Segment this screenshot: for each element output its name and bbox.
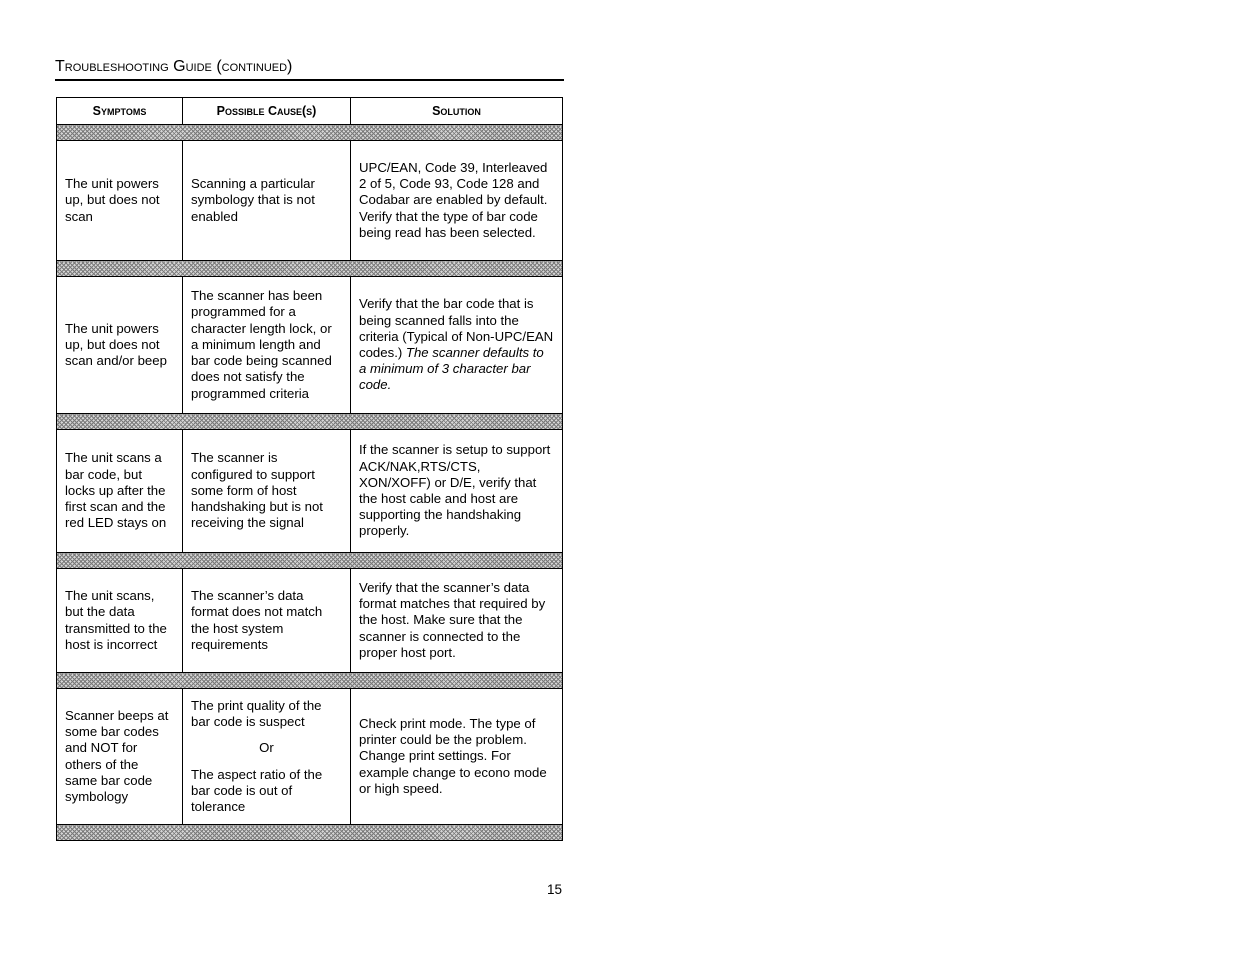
symptom-cell: The unit scans a bar code, but locks up after the first scan and the red LED stays on	[57, 430, 183, 553]
cause-cell: The scanner is configured to support some form of host handshaking but is not receiving the signal	[183, 430, 351, 553]
cause-alt-text: The aspect ratio of the bar code is out of tolerance	[191, 766, 323, 814]
table-header-row	[57, 98, 563, 125]
cause-cell: The scanner has been programmed for a character length lock, or a minimum length and bar code being scanned does not satisfy the programmed criteria	[183, 277, 351, 414]
page-number: 15	[546, 882, 562, 897]
solution-cell: If the scanner is setup to support ACK/NAK,RTS/CTS, XON/XOFF) or D/E, verify that the host cable and host are supporting the handshaking properly.	[351, 430, 563, 553]
separator-row	[57, 414, 563, 430]
solution-cell: Check print mode. The type of printer could be the problem. Change print settings. For example change to econo mode or high speed.	[351, 689, 563, 825]
table-row	[57, 277, 563, 414]
solution-text: Verify that the bar code that is being scanned falls into the criteria (Typical of Non-UPC/EAN codes.)	[359, 296, 554, 360]
table-row	[57, 569, 563, 673]
symptom-cell: The unit scans, but the data transmitted to the host is incorrect	[57, 569, 183, 673]
separator-row	[57, 553, 563, 569]
separator-row	[57, 125, 563, 141]
separator-row	[57, 825, 563, 841]
table-row	[57, 430, 563, 553]
column-header-causes: Possible Cause(s)	[183, 98, 351, 125]
symptom-cell: The unit powers up, but does not scan	[57, 141, 183, 261]
solution-cell	[351, 277, 563, 414]
solution-cell: Verify that the scanner’s data format matches that required by the host. Make sure that the scanner is connected to the proper host port.	[351, 569, 563, 673]
column-header-solution: Solution	[351, 98, 563, 125]
symptom-cell: The unit powers up, but does not scan and/or beep	[57, 277, 183, 414]
cause-or: Or	[259, 740, 274, 756]
troubleshooting-table	[56, 97, 563, 841]
cause-text: The print quality of the bar code is suspect	[191, 697, 322, 730]
table-row	[57, 141, 563, 261]
table-row	[57, 689, 563, 825]
cause-cell: The scanner’s data format does not match the host system requirements	[183, 569, 351, 673]
cause-cell: Scanning a particular symbology that is not enabled	[183, 141, 351, 261]
separator-row	[57, 673, 563, 689]
solution-note: The scanner defaults to a minimum of 3 character bar code.	[359, 345, 544, 393]
solution-cell: UPC/EAN, Code 39, Interleaved 2 of 5, Code 93, Code 128 and Codabar are enabled by default. Verify that the type of bar code being read has been selected.	[351, 141, 563, 261]
page-title: Troubleshooting Guide (continued)	[55, 56, 564, 81]
column-header-symptoms: Symptoms	[57, 98, 183, 125]
symptom-cell: Scanner beeps at some bar codes and NOT for others of the same bar code symbology	[57, 689, 183, 825]
cause-cell	[183, 689, 351, 825]
separator-row	[57, 261, 563, 277]
